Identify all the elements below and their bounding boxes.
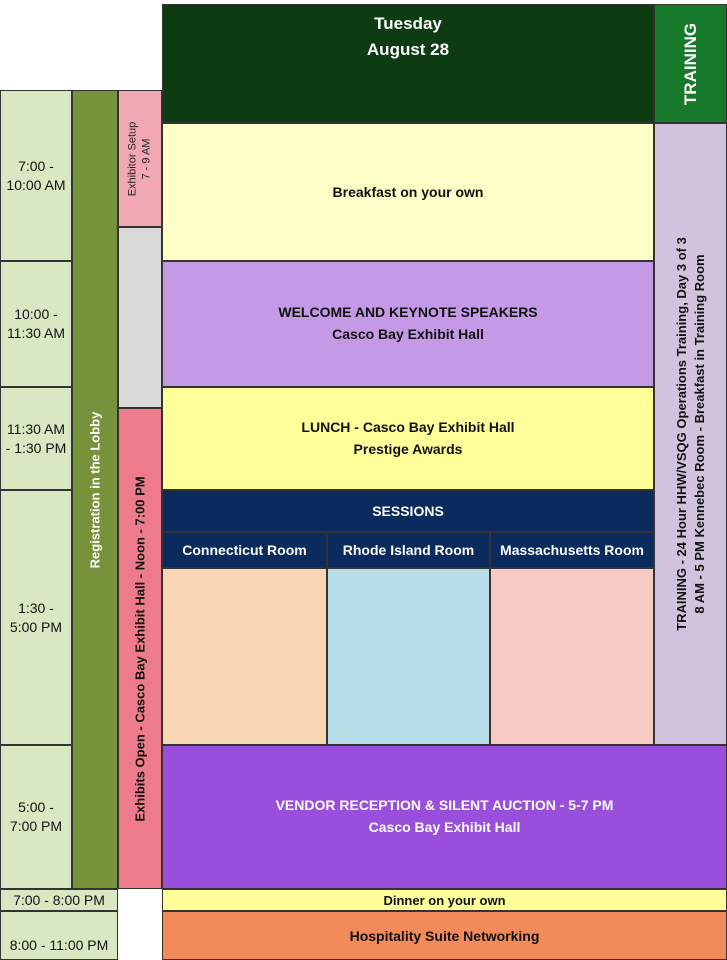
time-start: 7:00 -: [18, 157, 54, 174]
day-label: Tuesday: [374, 14, 442, 33]
room-label: Connecticut Room: [182, 542, 307, 558]
training-description: TRAINING - 24 Hour HHW/VSQG Operations Training, Day 3 of 3: [673, 237, 689, 631]
time-range: 7:00 - 8:00 PM: [13, 891, 105, 908]
registration-bar: [72, 90, 118, 889]
dinner-label: Dinner on your own: [383, 892, 506, 908]
rhode-island-room-slot: [327, 568, 490, 745]
hospitality-label: Hospitality Suite Networking: [349, 927, 540, 944]
exhibits-open-label: Exhibits Open - Casco Bay Exhibit Hall - Noon - 7:00 PM: [132, 475, 148, 822]
time-end: - 1:30 PM: [5, 439, 67, 456]
vendor-reception-location: Casco Bay Exhibit Hall: [368, 819, 521, 835]
breakfast-block: [162, 123, 654, 261]
time-end: 5:00 PM: [9, 618, 63, 635]
lunch-subtitle: Prestige Awards: [353, 440, 463, 457]
training-header: [654, 4, 727, 123]
training-column: [654, 123, 727, 745]
time-start: 11:30 AM: [6, 420, 66, 437]
lunch-block: [162, 387, 654, 490]
connecticut-room-slot: [162, 568, 327, 745]
time-slot-dinner: [0, 889, 118, 911]
date-label: August 28: [366, 39, 450, 59]
exhibitor-setup-label: Exhibitor Setup: [126, 121, 139, 196]
time-slot-reception: [0, 745, 72, 889]
time-start: 1:30 -: [18, 599, 54, 616]
exhibitor-setup-block: [118, 90, 162, 227]
hospitality-block: [162, 911, 727, 960]
welcome-title: WELCOME AND KEYNOTE SPEAKERS: [278, 304, 538, 321]
registration-label: Registration in the Lobby: [87, 411, 103, 568]
vendor-reception-block: [162, 745, 727, 889]
time-start: 5:00 -: [18, 799, 54, 816]
day-header: [162, 4, 654, 123]
exhibitor-setup-time: 7 - 9 AM: [140, 138, 152, 179]
training-header-label: TRAINING: [680, 22, 700, 105]
time-slot-lunch: [0, 387, 72, 490]
time-end: 10:00 AM: [6, 176, 66, 193]
exhibits-open-bar: [118, 408, 162, 889]
sessions-label: SESSIONS: [372, 503, 444, 519]
training-details: 8 AM - 5 PM Kennebec Room - Breakfast in Training Room: [691, 254, 707, 614]
room-label: Massachusetts Room: [500, 542, 644, 558]
vendor-reception-title: VENDOR RECEPTION & SILENT AUCTION - 5-7 PM: [275, 797, 614, 814]
dinner-block: [162, 889, 727, 911]
time-slot-hospitality: [0, 911, 118, 960]
time-start: 10:00 -: [14, 306, 58, 323]
room-header-connecticut: [162, 532, 327, 568]
massachusetts-room-slot: [490, 568, 654, 745]
time-slot-sessions: [0, 490, 72, 745]
lunch-title: LUNCH - Casco Bay Exhibit Hall: [301, 418, 515, 435]
time-end: 7:00 PM: [9, 818, 63, 834]
room-label: Rhode Island Room: [342, 542, 475, 558]
room-header-massachusetts: [490, 532, 654, 568]
breakfast-label: Breakfast on your own: [332, 184, 484, 200]
sessions-header: [162, 490, 654, 532]
welcome-location: Casco Bay Exhibit Hall: [332, 326, 484, 342]
room-header-rhode-island: [327, 532, 490, 568]
gray-spacer-block: [118, 227, 162, 408]
time-end: 11:30 AM: [6, 325, 66, 341]
welcome-keynote-block: [162, 261, 654, 387]
time-slot-keynote: [0, 261, 72, 387]
time-slot-morning: [0, 90, 72, 261]
time-range: 8:00 - 11:00 PM: [9, 937, 109, 954]
